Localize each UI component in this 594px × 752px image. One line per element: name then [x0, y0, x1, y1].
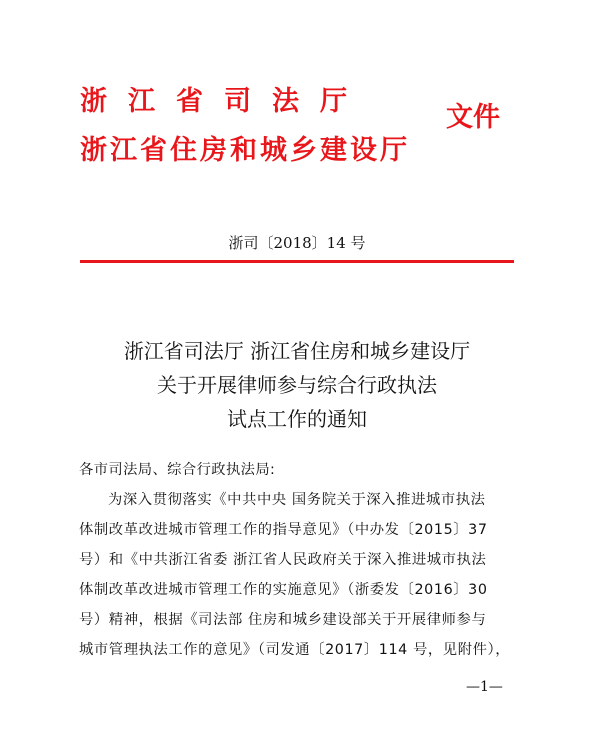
red-divider-rule	[80, 260, 514, 263]
document-number: 浙司〔2018〕14 号	[228, 234, 366, 252]
body-line: 体制改革改进城市管理工作的实施意见》（浙委发〔2016〕30	[79, 582, 488, 598]
body-line: 为深入贯彻落实《中共中央 国务院关于深入推进城市执法	[108, 492, 486, 508]
page-number: —1—	[466, 679, 503, 695]
document-type-label: 文件	[446, 102, 500, 133]
document-title-line-2: 关于开展律师参与综合行政执法	[157, 373, 437, 397]
document-title-line-1: 浙江省司法厅 浙江省住房和城乡建设厅	[123, 339, 471, 363]
body-line: 城市管理执法工作的意见》（司发通〔2017〕114 号，见附件），	[79, 642, 511, 658]
issuer-name-housing: 浙江省住房和城乡建设厅	[80, 135, 410, 166]
body-line: 号）和《中共浙江省委 浙江省人民政府关于深入推进城市执法	[79, 552, 487, 568]
issuer-name-justice: 浙江省司法厅	[80, 86, 368, 117]
document-title-line-3: 试点工作的通知	[227, 407, 367, 431]
salutation: 各市司法局、综合行政执法局:	[79, 462, 276, 478]
body-line: 号）精神，根据《司法部 住房和城乡建设部关于开展律师参与	[79, 612, 487, 628]
body-line: 体制改革改进城市管理工作的指导意见》（中办发〔2015〕37	[79, 522, 488, 538]
